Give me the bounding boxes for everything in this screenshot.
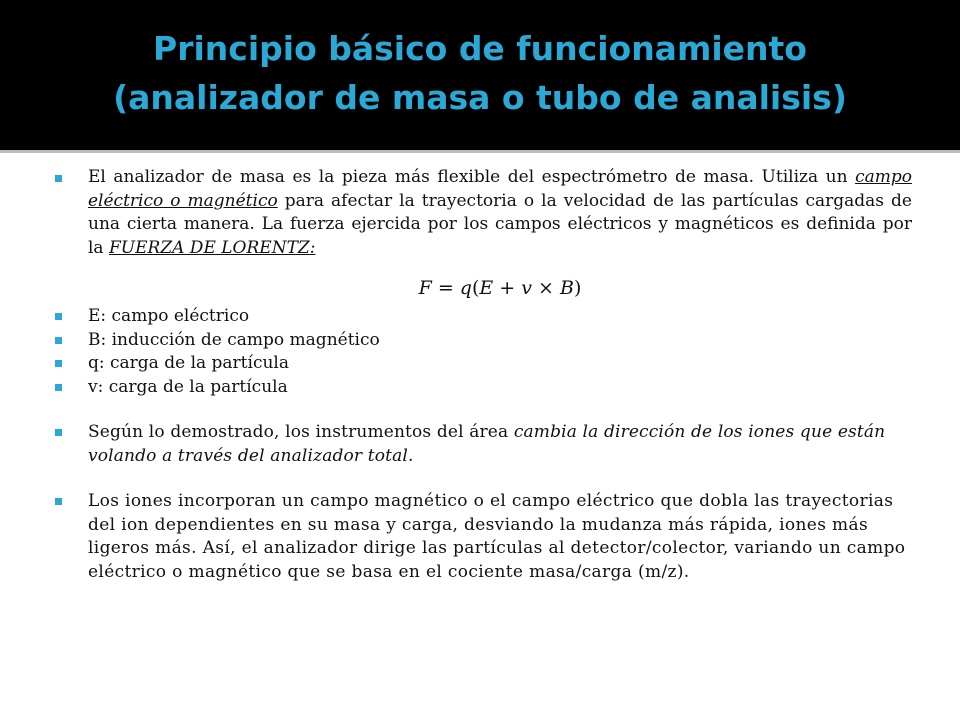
square-bullet-icon (55, 429, 62, 436)
demo-text-1: Según lo demostrado, los instrumentos del área (88, 422, 514, 442)
square-bullet-icon (55, 498, 62, 505)
square-bullet-icon (55, 175, 62, 182)
slide-title (20, 24, 940, 122)
definition-text: E: campo eléctrico (88, 306, 250, 326)
bullet-intro (52, 166, 912, 260)
definition-text: v: carga de la partícula (88, 376, 288, 397)
slide-body (52, 166, 912, 584)
square-bullet-icon (55, 360, 62, 367)
square-bullet-icon (55, 337, 62, 344)
bullet-demonstration (52, 421, 912, 468)
intro-text-1: El analizador de masa es la pieza más flexible del espectrómetro de masa. Utiliza un (88, 167, 856, 187)
spacer (52, 468, 912, 490)
definition-q (52, 352, 912, 376)
title-line-1: Principio básico de funcionamiento (153, 29, 807, 68)
definition-text: q: carga de la partícula (88, 353, 289, 373)
title-divider (0, 150, 960, 153)
definition-text: B: inducción de campo magnético (88, 329, 380, 350)
demo-text-2: . (407, 445, 414, 466)
bullet-ions (52, 490, 912, 584)
definition-v (52, 376, 912, 400)
field-type-underlined: campo eléctrico o magnético (88, 167, 912, 211)
definition-b (52, 329, 912, 353)
definition-e (52, 305, 912, 329)
demo-italic-text: cambia la dirección de los iones que están volando a través del analizador total (88, 422, 886, 466)
spacer (52, 399, 912, 421)
lorentz-equation: 𝐹 = 𝑞(𝐸 + 𝑣 × 𝐵) (418, 277, 582, 299)
ions-text: Los iones incorporan un campo magnético o el campo eléctrico que dobla las trayectorias del ion dependientes en su masa y carga, desviando la mudanza más rápida, iones más ligeros más. Así, el analizador dirige las partículas al detector/colector, variando un campo eléctrico o magnético que se basa en el cociente masa/carga (m/z). (88, 491, 906, 582)
title-line-2: (analizador de masa o tubo de analisis) (113, 78, 847, 117)
square-bullet-icon (55, 313, 62, 320)
intro-text-2: para afectar la trayectoria o la velocidad de las partículas cargadas de una cierta manera. La fuerza ejercida por los campos eléctricos y magnéticos es definida por la (88, 190, 912, 258)
square-bullet-icon (55, 384, 62, 391)
lorentz-force-label: FUERZA DE LORENTZ: (108, 237, 316, 258)
